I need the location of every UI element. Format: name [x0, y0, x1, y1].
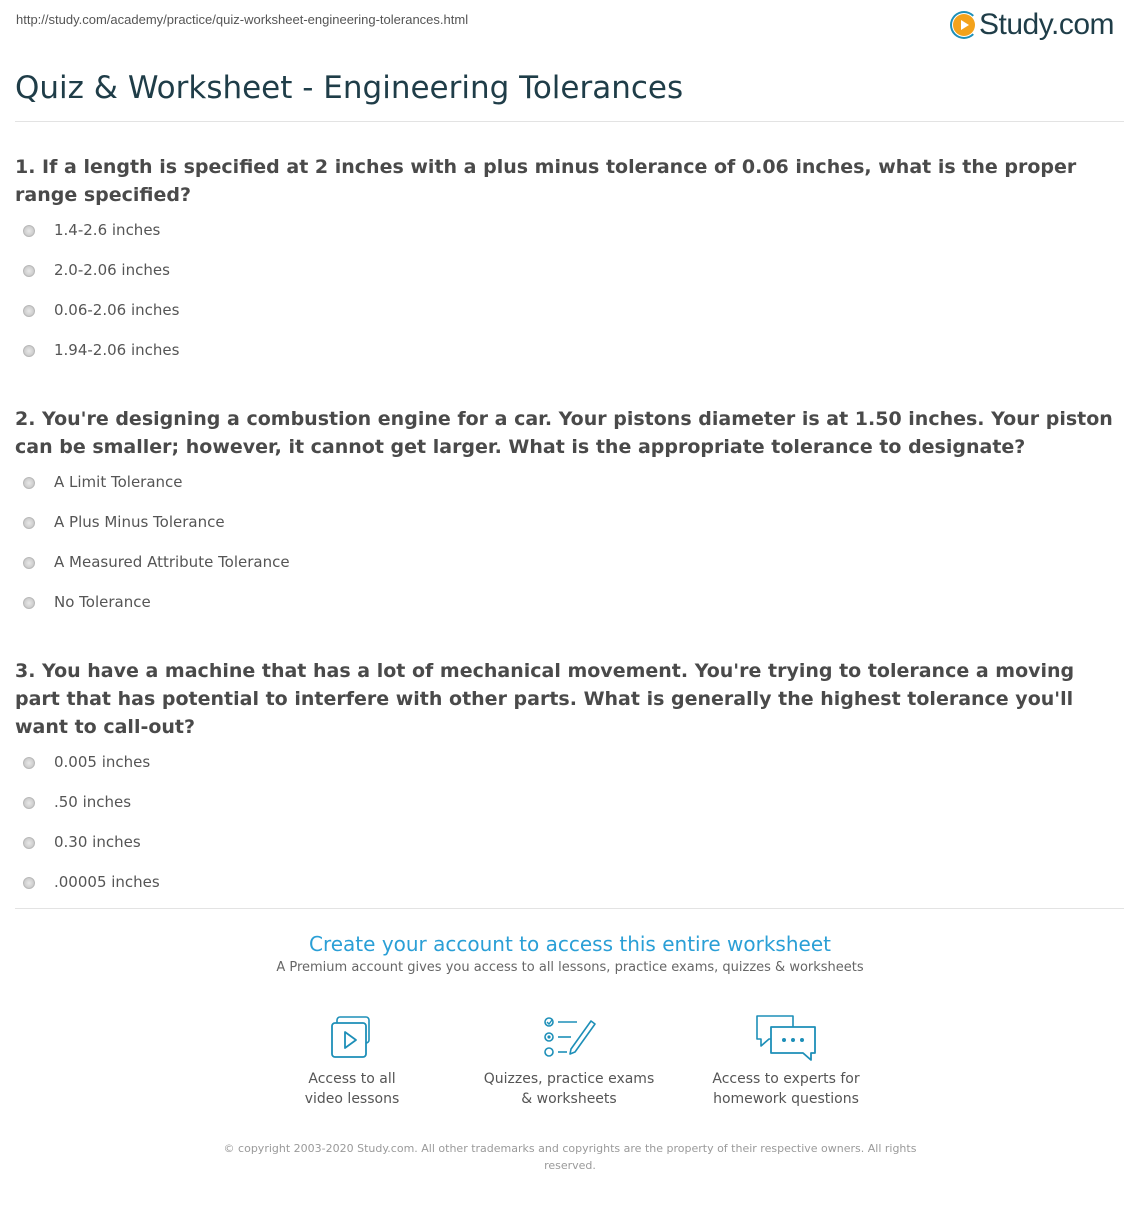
- radio-button-icon[interactable]: [23, 597, 35, 609]
- answer-options: [15, 473, 1120, 633]
- answer-option[interactable]: [15, 221, 1120, 261]
- logo-text: Study.com: [979, 8, 1114, 41]
- radio-button-icon[interactable]: [23, 797, 35, 809]
- feature-label: Quizzes, practice exams: [483, 1071, 655, 1087]
- radio-button-icon[interactable]: [23, 757, 35, 769]
- feature-label: Access to experts for: [712, 1071, 860, 1087]
- answer-option[interactable]: [15, 301, 1120, 341]
- answer-option[interactable]: [15, 833, 1120, 873]
- answer-label: 0.005 inches: [54, 753, 151, 771]
- top-bar: [0, 0, 1140, 50]
- study-logo[interactable]: [953, 8, 1114, 42]
- question-text: 2. You're designing a combustion engine for a car. Your pistons diameter is at 1.50 inches. Your piston can be smaller; however, it cannot get larger. What is the appropriate tolerance to designate?: [15, 408, 1113, 458]
- signup-cta: [0, 930, 1140, 975]
- answer-option[interactable]: [15, 873, 1120, 913]
- question-1: [15, 153, 1120, 381]
- answer-label: 0.06-2.06 inches: [54, 301, 180, 319]
- page-url[interactable]: http://study.com/academy/practice/quiz-worksheet-engineering-tolerances.html: [16, 12, 469, 27]
- question-2: [15, 405, 1120, 633]
- radio-button-icon[interactable]: [23, 517, 35, 529]
- play-circle-icon: [953, 14, 975, 36]
- answer-label: 1.94-2.06 inches: [54, 341, 180, 359]
- answer-label: 2.0-2.06 inches: [54, 261, 170, 279]
- answer-label: No Tolerance: [54, 593, 151, 611]
- radio-button-icon[interactable]: [23, 265, 35, 277]
- answer-options: [15, 753, 1120, 913]
- feature-video-lessons: [252, 1013, 452, 1109]
- chat-bubbles-icon: [753, 1013, 819, 1063]
- answer-option[interactable]: [15, 593, 1120, 633]
- video-lesson-icon: [322, 1013, 382, 1063]
- feature-label: homework questions: [713, 1091, 859, 1107]
- feature-experts: [686, 1013, 886, 1109]
- divider: [15, 908, 1124, 909]
- answer-label: A Limit Tolerance: [54, 473, 183, 491]
- feature-quizzes: [469, 1013, 669, 1109]
- answer-label: A Plus Minus Tolerance: [54, 513, 225, 531]
- feature-label: Access to all: [308, 1071, 396, 1087]
- answer-label: .50 inches: [54, 793, 132, 811]
- radio-button-icon[interactable]: [23, 837, 35, 849]
- answer-label: .00005 inches: [54, 873, 160, 891]
- divider: [15, 121, 1124, 122]
- radio-button-icon[interactable]: [23, 877, 35, 889]
- answer-option[interactable]: [15, 793, 1120, 833]
- cta-link[interactable]: Create your account to access this entire worksheet: [309, 932, 831, 956]
- answer-label: 1.4-2.6 inches: [54, 221, 161, 239]
- quiz-checklist-icon: [539, 1013, 599, 1063]
- cta-subtitle: A Premium account gives you access to all lessons, practice exams, quizzes & worksheets: [276, 960, 864, 975]
- answer-option[interactable]: [15, 513, 1120, 553]
- question-text: 3. You have a machine that has a lot of mechanical movement. You're trying to tolerance a moving part that has potential to interfere with other parts. What is generally the highest tolerance you'll want to call-out?: [15, 660, 1075, 738]
- answer-option[interactable]: [15, 473, 1120, 513]
- feature-label: & worksheets: [521, 1091, 617, 1107]
- answer-options: [15, 221, 1120, 381]
- page-title: Quiz & Worksheet - Engineering Tolerances: [15, 70, 684, 106]
- answer-option[interactable]: [15, 341, 1120, 381]
- copyright-text: © copyright 2003-2020 Study.com. All other trademarks and copyrights are the property of their respective owners. All rights reserved.: [223, 1142, 917, 1172]
- answer-option[interactable]: [15, 753, 1120, 793]
- radio-button-icon[interactable]: [23, 557, 35, 569]
- answer-label: A Measured Attribute Tolerance: [54, 553, 290, 571]
- radio-button-icon[interactable]: [23, 345, 35, 357]
- question-text: 1. If a length is specified at 2 inches with a plus minus tolerance of 0.06 inches, what is the proper range specified?: [15, 156, 1077, 206]
- radio-button-icon[interactable]: [23, 305, 35, 317]
- feature-label: video lessons: [304, 1091, 400, 1107]
- answer-label: 0.30 inches: [54, 833, 141, 851]
- question-3: [15, 657, 1120, 913]
- answer-option[interactable]: [15, 261, 1120, 301]
- answer-option[interactable]: [15, 553, 1120, 593]
- copyright-footer: [0, 1140, 1140, 1174]
- radio-button-icon[interactable]: [23, 225, 35, 237]
- radio-button-icon[interactable]: [23, 477, 35, 489]
